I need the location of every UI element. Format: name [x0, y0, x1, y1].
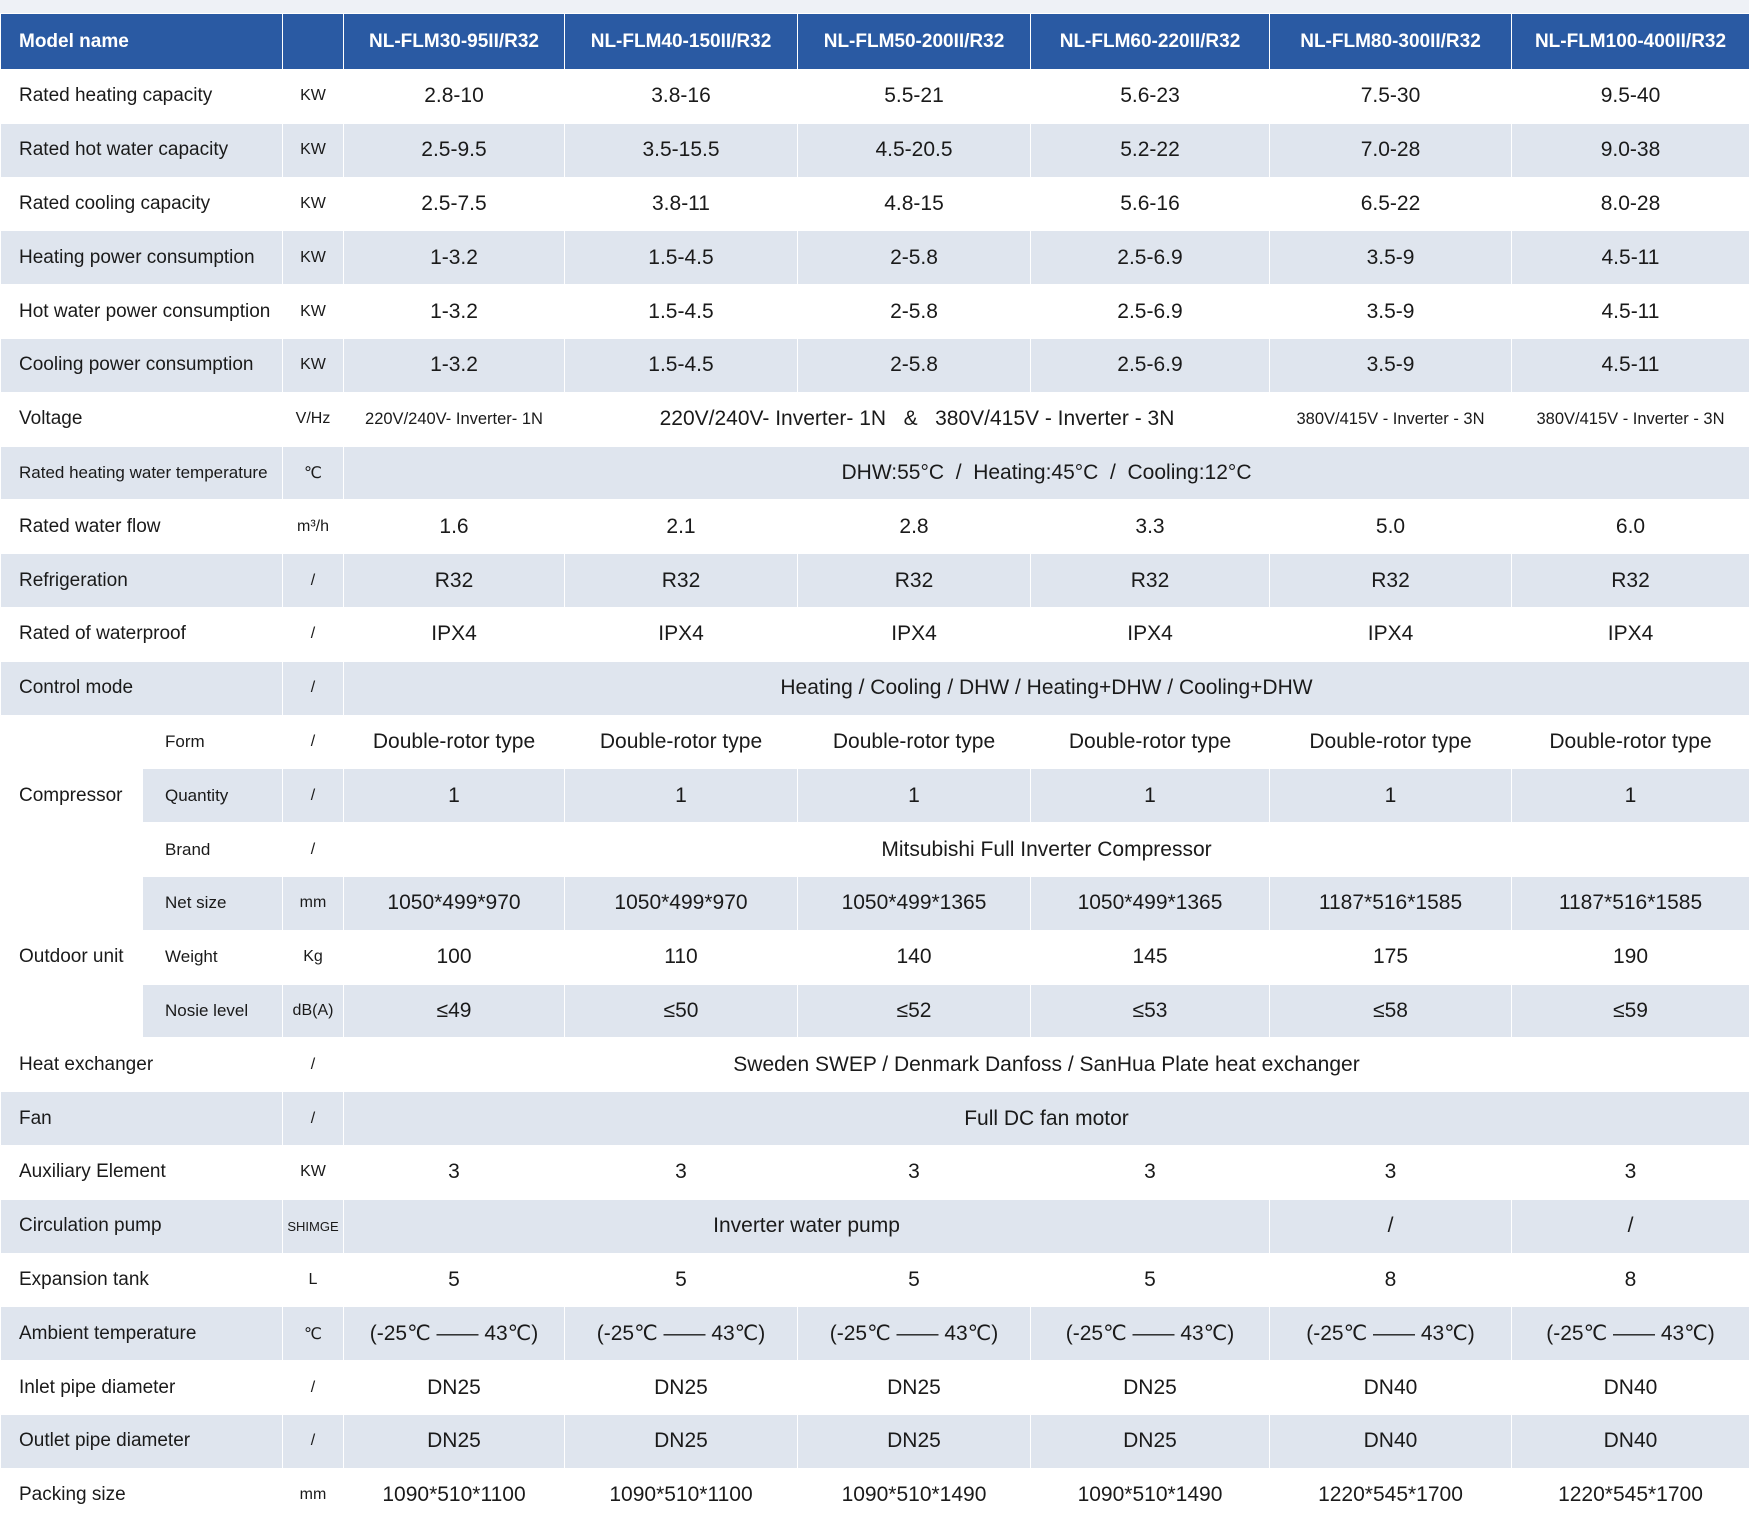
cell: Double-rotor type	[565, 715, 798, 769]
cell: DN25	[344, 1361, 565, 1415]
row-label: Voltage	[1, 392, 283, 446]
cell: 1050*499*1365	[1031, 876, 1270, 930]
cell: ≤53	[1031, 984, 1270, 1038]
row-label: Rated hot water capacity	[1, 123, 283, 177]
row-unit: dB(A)	[283, 984, 344, 1038]
cell: 380V/415V - Inverter - 3N	[1512, 392, 1749, 446]
cell: R32	[344, 554, 565, 608]
row-sublabel: Nosie level	[143, 984, 283, 1038]
cell-merged: DHW:55°C / Heating:45°C / Cooling:12°C	[344, 446, 1749, 500]
row-voltage	[1, 392, 1749, 446]
cell: 1.5-4.5	[565, 231, 798, 285]
cell: 140	[798, 930, 1031, 984]
header-model-4: NL-FLM60-220II/R32	[1031, 14, 1270, 70]
cell: 3	[798, 1145, 1031, 1199]
cell: 4.5-11	[1512, 231, 1749, 285]
row-cooling-power-consumption	[1, 338, 1749, 392]
row-unit: Kg	[283, 930, 344, 984]
cell-merged: Sweden SWEP / Denmark Danfoss / SanHua Plate heat exchanger	[344, 1038, 1749, 1092]
cell-merged: 220V/240V- Inverter- 1N & 380V/415V - Inverter - 3N	[565, 392, 1270, 446]
cell: DN40	[1512, 1361, 1749, 1415]
cell: IPX4	[565, 607, 798, 661]
cell: 1090*510*1490	[798, 1468, 1031, 1522]
row-unit: KW	[283, 123, 344, 177]
cell: 9.0-38	[1512, 123, 1749, 177]
cell: ≤59	[1512, 984, 1749, 1038]
row-unit: KW	[283, 231, 344, 285]
cell: DN25	[1031, 1414, 1270, 1468]
cell: IPX4	[798, 607, 1031, 661]
row-unit: ℃	[283, 446, 344, 500]
cell: 1090*510*1100	[344, 1468, 565, 1522]
row-inlet-pipe-diameter	[1, 1361, 1749, 1415]
cell: IPX4	[1031, 607, 1270, 661]
row-refrigeration	[1, 554, 1749, 608]
cell: ≤52	[798, 984, 1031, 1038]
top-strip	[0, 0, 1749, 13]
row-unit: /	[283, 769, 344, 823]
cell: 3	[344, 1145, 565, 1199]
row-label: Control mode	[1, 661, 283, 715]
cell: 6.0	[1512, 500, 1749, 554]
cell: 1220*545*1700	[1512, 1468, 1749, 1522]
cell: 1	[1512, 769, 1749, 823]
cell: 8.0-28	[1512, 177, 1749, 231]
cell: 1090*510*1490	[1031, 1468, 1270, 1522]
table-header-row	[1, 14, 1749, 70]
cell: 6.5-22	[1270, 177, 1512, 231]
cell: 3.8-11	[565, 177, 798, 231]
row-unit: ℃	[283, 1307, 344, 1361]
row-rated-of-waterproof	[1, 607, 1749, 661]
cell: 3.5-15.5	[565, 123, 798, 177]
row-sublabel: Form	[143, 715, 283, 769]
cell: (-25℃ —— 43℃)	[1512, 1307, 1749, 1361]
cell: 2-5.8	[798, 231, 1031, 285]
row-label: Circulation pump	[1, 1199, 283, 1253]
cell: 2-5.8	[798, 338, 1031, 392]
cell: 190	[1512, 930, 1749, 984]
row-unit: V/Hz	[283, 392, 344, 446]
row-unit: /	[283, 823, 344, 877]
row-packing-size	[1, 1468, 1749, 1522]
cell: 2.8	[798, 500, 1031, 554]
row-label: Heat exchanger	[1, 1038, 283, 1092]
cell: 3.5-9	[1270, 338, 1512, 392]
row-unit: KW	[283, 285, 344, 339]
cell-merged: Heating / Cooling / DHW / Heating+DHW / Cooling+DHW	[344, 661, 1749, 715]
cell: IPX4	[1270, 607, 1512, 661]
row-label: Rated cooling capacity	[1, 177, 283, 231]
cell: 5	[344, 1253, 565, 1307]
cell: 1187*516*1585	[1270, 876, 1512, 930]
group-label-compressor: Compressor	[1, 715, 143, 876]
row-unit: L	[283, 1253, 344, 1307]
row-label: Heating power consumption	[1, 231, 283, 285]
cell: 3	[1031, 1145, 1270, 1199]
cell: DN25	[344, 1414, 565, 1468]
header-model-5: NL-FLM80-300II/R32	[1270, 14, 1512, 70]
cell-merged: Mitsubishi Full Inverter Compressor	[344, 823, 1749, 877]
row-label: Rated heating water temperature	[1, 446, 283, 500]
cell: Double-rotor type	[1270, 715, 1512, 769]
cell: 100	[344, 930, 565, 984]
cell: 110	[565, 930, 798, 984]
cell: (-25℃ —— 43℃)	[565, 1307, 798, 1361]
cell: (-25℃ —— 43℃)	[798, 1307, 1031, 1361]
row-outdoor-net-size	[1, 876, 1749, 930]
row-unit: /	[283, 554, 344, 608]
row-outdoor-noise-level	[1, 984, 1749, 1038]
row-label: Rated heating capacity	[1, 70, 283, 124]
cell: 220V/240V- Inverter- 1N	[344, 392, 565, 446]
cell: 5	[798, 1253, 1031, 1307]
cell: 1	[1270, 769, 1512, 823]
row-sublabel: Net size	[143, 876, 283, 930]
spec-table	[0, 13, 1749, 1523]
header-model-1: NL-FLM30-95II/R32	[344, 14, 565, 70]
cell: DN25	[798, 1414, 1031, 1468]
cell: 1.5-4.5	[565, 285, 798, 339]
row-unit: mm	[283, 1468, 344, 1522]
row-label: Rated of waterproof	[1, 607, 283, 661]
cell: 2.5-9.5	[344, 123, 565, 177]
cell: 9.5-40	[1512, 70, 1749, 124]
row-hot-water-power-consumption	[1, 285, 1749, 339]
cell: 1-3.2	[344, 285, 565, 339]
cell: 2-5.8	[798, 285, 1031, 339]
cell: 2.8-10	[344, 70, 565, 124]
row-auxiliary-element	[1, 1145, 1749, 1199]
cell: 4.8-15	[798, 177, 1031, 231]
row-rated-heating-water-temperature	[1, 446, 1749, 500]
row-unit: /	[283, 607, 344, 661]
row-label: Cooling power consumption	[1, 338, 283, 392]
cell: 1-3.2	[344, 231, 565, 285]
cell: 5.0	[1270, 500, 1512, 554]
cell: 8	[1512, 1253, 1749, 1307]
row-label: Packing size	[1, 1468, 283, 1522]
cell: /	[1512, 1199, 1749, 1253]
group-label-outdoor-unit: Outdoor unit	[1, 876, 143, 1037]
cell: 2.5-6.9	[1031, 231, 1270, 285]
row-control-mode	[1, 661, 1749, 715]
row-label: Auxiliary Element	[1, 1145, 283, 1199]
cell: 380V/415V - Inverter - 3N	[1270, 392, 1512, 446]
cell: 3	[1270, 1145, 1512, 1199]
row-sublabel: Brand	[143, 823, 283, 877]
cell: IPX4	[1512, 607, 1749, 661]
row-compressor-quantity	[1, 769, 1749, 823]
cell: 1220*545*1700	[1270, 1468, 1512, 1522]
cell-merged: Inverter water pump	[344, 1199, 1270, 1253]
cell: DN40	[1270, 1361, 1512, 1415]
cell: 1090*510*1100	[565, 1468, 798, 1522]
row-sublabel: Quantity	[143, 769, 283, 823]
header-model-3: NL-FLM50-200II/R32	[798, 14, 1031, 70]
cell: 1	[798, 769, 1031, 823]
row-label: Expansion tank	[1, 1253, 283, 1307]
cell: Double-rotor type	[1512, 715, 1749, 769]
cell: 3	[1512, 1145, 1749, 1199]
cell: 7.5-30	[1270, 70, 1512, 124]
cell: ≤50	[565, 984, 798, 1038]
row-ambient-temperature	[1, 1307, 1749, 1361]
cell: DN40	[1270, 1414, 1512, 1468]
row-sublabel: Weight	[143, 930, 283, 984]
cell: 2.5-6.9	[1031, 285, 1270, 339]
cell: 1	[565, 769, 798, 823]
row-unit: /	[283, 1361, 344, 1415]
row-unit: KW	[283, 70, 344, 124]
row-heating-power-consumption	[1, 231, 1749, 285]
cell: Double-rotor type	[1031, 715, 1270, 769]
cell: IPX4	[344, 607, 565, 661]
cell: 2.5-6.9	[1031, 338, 1270, 392]
row-circulation-pump	[1, 1199, 1749, 1253]
cell: DN25	[565, 1414, 798, 1468]
cell: (-25℃ —— 43℃)	[1270, 1307, 1512, 1361]
row-label: Fan	[1, 1092, 283, 1146]
header-model-6: NL-FLM100-400II/R32	[1512, 14, 1749, 70]
cell: 4.5-11	[1512, 338, 1749, 392]
cell: 1.6	[344, 500, 565, 554]
row-unit: /	[283, 661, 344, 715]
header-unit-label	[283, 14, 344, 70]
row-label: Rated water flow	[1, 500, 283, 554]
cell: R32	[798, 554, 1031, 608]
cell: DN25	[565, 1361, 798, 1415]
row-label: Refrigeration	[1, 554, 283, 608]
cell: 1-3.2	[344, 338, 565, 392]
cell: (-25℃ —— 43℃)	[344, 1307, 565, 1361]
cell: 5	[1031, 1253, 1270, 1307]
row-unit: SHIMGE	[283, 1199, 344, 1253]
cell: 1050*499*970	[565, 876, 798, 930]
cell: 3.5-9	[1270, 285, 1512, 339]
row-unit: KW	[283, 177, 344, 231]
cell: 5.5-21	[798, 70, 1031, 124]
header-model-label: Model name	[1, 14, 283, 70]
cell: 1050*499*970	[344, 876, 565, 930]
row-expansion-tank	[1, 1253, 1749, 1307]
cell: 3	[565, 1145, 798, 1199]
cell: 3.5-9	[1270, 231, 1512, 285]
cell: Double-rotor type	[344, 715, 565, 769]
row-compressor-brand	[1, 823, 1749, 877]
row-label: Inlet pipe diameter	[1, 1361, 283, 1415]
cell: 1050*499*1365	[798, 876, 1031, 930]
cell: R32	[1512, 554, 1749, 608]
row-unit: /	[283, 715, 344, 769]
cell: 2.1	[565, 500, 798, 554]
cell: /	[1270, 1199, 1512, 1253]
cell: 5.6-16	[1031, 177, 1270, 231]
cell-merged: Full DC fan motor	[344, 1092, 1749, 1146]
row-unit: KW	[283, 1145, 344, 1199]
cell: 3.3	[1031, 500, 1270, 554]
row-unit: mm	[283, 876, 344, 930]
cell: 1187*516*1585	[1512, 876, 1749, 930]
row-heat-exchanger	[1, 1038, 1749, 1092]
cell: 5	[565, 1253, 798, 1307]
cell: 7.0-28	[1270, 123, 1512, 177]
row-rated-hot-water-capacity	[1, 123, 1749, 177]
cell: 8	[1270, 1253, 1512, 1307]
cell: 3.8-16	[565, 70, 798, 124]
row-compressor-form	[1, 715, 1749, 769]
row-rated-cooling-capacity	[1, 177, 1749, 231]
row-rated-heating-capacity	[1, 70, 1749, 124]
cell: 175	[1270, 930, 1512, 984]
row-fan	[1, 1092, 1749, 1146]
cell: R32	[565, 554, 798, 608]
cell: DN25	[1031, 1361, 1270, 1415]
row-unit: /	[283, 1414, 344, 1468]
cell: 1	[344, 769, 565, 823]
row-label: Outlet pipe diameter	[1, 1414, 283, 1468]
cell: DN40	[1512, 1414, 1749, 1468]
row-outdoor-weight	[1, 930, 1749, 984]
row-unit: /	[283, 1092, 344, 1146]
cell: ≤58	[1270, 984, 1512, 1038]
cell: DN25	[798, 1361, 1031, 1415]
row-unit: m³/h	[283, 500, 344, 554]
cell: 2.5-7.5	[344, 177, 565, 231]
cell: R32	[1031, 554, 1270, 608]
row-label: Ambient temperature	[1, 1307, 283, 1361]
row-rated-water-flow	[1, 500, 1749, 554]
row-label: Hot water power consumption	[1, 285, 283, 339]
cell: R32	[1270, 554, 1512, 608]
cell: ≤49	[344, 984, 565, 1038]
row-unit: /	[283, 1038, 344, 1092]
cell: 145	[1031, 930, 1270, 984]
cell: 1.5-4.5	[565, 338, 798, 392]
row-unit: KW	[283, 338, 344, 392]
cell: 5.2-22	[1031, 123, 1270, 177]
cell: 1	[1031, 769, 1270, 823]
cell: Double-rotor type	[798, 715, 1031, 769]
cell: 5.6-23	[1031, 70, 1270, 124]
cell: (-25℃ —— 43℃)	[1031, 1307, 1270, 1361]
header-model-2: NL-FLM40-150II/R32	[565, 14, 798, 70]
row-outlet-pipe-diameter	[1, 1414, 1749, 1468]
cell: 4.5-20.5	[798, 123, 1031, 177]
cell: 4.5-11	[1512, 285, 1749, 339]
